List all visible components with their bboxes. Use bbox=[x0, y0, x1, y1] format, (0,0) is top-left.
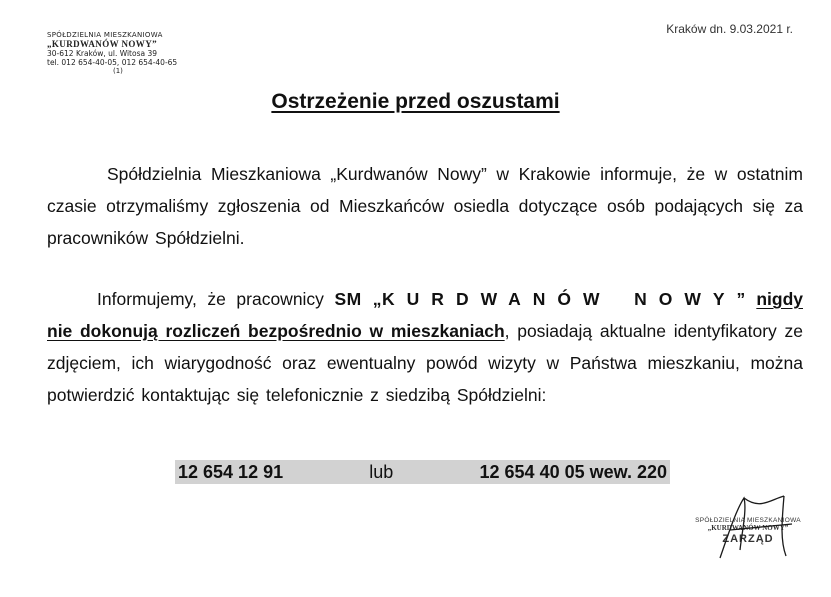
stamp-line-name: „KURDWANÓW NOWY” bbox=[47, 39, 157, 49]
signature-icon bbox=[700, 490, 800, 560]
cooperative-name-spaced: KURDWANÓW NOWY bbox=[382, 289, 737, 309]
phone-number-2: 12 654 40 05 wew. 220 bbox=[479, 462, 667, 482]
title-wrapper bbox=[0, 90, 831, 114]
cooperative-name-suffix: ” bbox=[736, 289, 746, 309]
stamp-line-address: 30-612 Kraków, ul. Witosa 39 bbox=[47, 49, 158, 58]
board-stamp-line-1: SPÓŁDZIELNIA MIESZKANIOWA bbox=[695, 517, 801, 524]
phone-number-1: 12 654 12 91 bbox=[178, 462, 284, 482]
board-stamp-line-3: ZARZĄD bbox=[722, 533, 774, 545]
cooperative-name-prefix: SM „ bbox=[334, 289, 383, 309]
paragraph-1: Spółdzielnia Mieszkaniowa „Kurdwanów Nowy” w Krakowie informuje, że w ostatnim czasie otrzymaliśmy zgłoszenia od Mieszkańców osiedla dotyczące osób podających się za pracowników Spółdzielni. bbox=[47, 164, 803, 248]
stamp-line-number: (1) bbox=[113, 67, 123, 75]
paragraph-2-intro: Informujemy, że pracownicy bbox=[97, 289, 335, 309]
document-title: Ostrzeżenie przed oszustami bbox=[271, 90, 560, 113]
never-settle-notice: nigdy nie dokonują rozliczeń bezpośrednio w mieszkaniach bbox=[47, 289, 803, 341]
board-stamp-line-2: „KURDWANÓW NOWY” bbox=[707, 524, 789, 532]
cooperative-name bbox=[334, 289, 745, 309]
header-stamp bbox=[47, 31, 207, 75]
stamp-line-cooperative: SPÓŁDZIELNIA MIESZKANIOWA bbox=[47, 31, 163, 39]
paragraph-2 bbox=[47, 283, 803, 411]
document-date: Kraków dn. 9.03.2021 r. bbox=[666, 22, 793, 36]
phone-numbers-highlight bbox=[175, 460, 670, 484]
phone-separator: lub bbox=[369, 462, 394, 482]
stamp-line-phone: tel. 012 654-40-05, 012 654-40-65 bbox=[47, 57, 178, 67]
paragraph-2-rest: , posiadają aktualne identyfikatory ze zdjęciem, ich wiarygodność oraz ewentualny powód wizyty w Państwa mieszkaniu, można potwierdzić kontaktując się telefonicznie z siedzibą Spółdzielni: bbox=[47, 321, 803, 405]
